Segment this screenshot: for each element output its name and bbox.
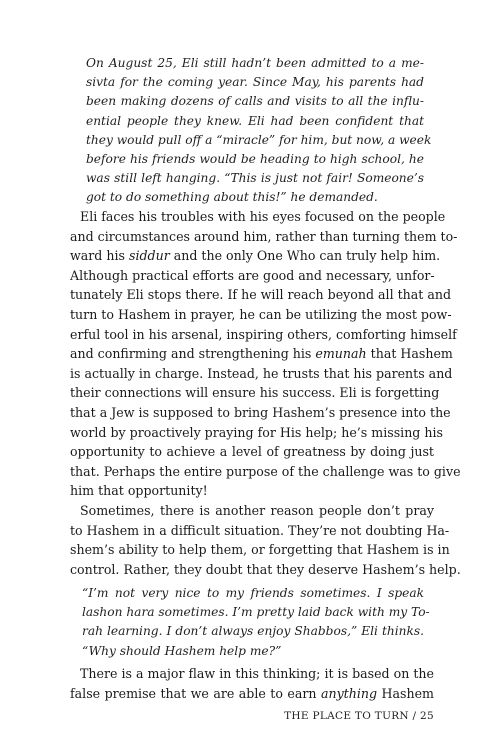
quote-line: lashon hara sometimes. I’m pretty laid back with my To-	[82, 605, 430, 620]
page-footer: THE PLACE TO TURN / 25	[284, 710, 434, 722]
text-line: that a Jew is supposed to bring Hashem’s presence into the	[70, 404, 451, 420]
text-line: world by proactively praying for His help; he’s missing his	[70, 424, 443, 440]
text-line: opportunity to achieve a level of greatness by doing just	[70, 444, 434, 460]
quote-line: got to do something about this!” he demanded.	[86, 190, 378, 205]
quote-line: ential people they knew. Eli had been confident that	[86, 113, 424, 128]
text-line: and circumstances around him, rather than turning them to-	[70, 228, 458, 244]
text-line: control. Rather, they doubt that they deserve Hashem’s help.	[70, 561, 461, 577]
text-line: and confirming and strengthening his emunah that Hashem	[70, 346, 453, 362]
quote-line: been making dozens of calls and visits to all the influ-	[86, 94, 424, 109]
quote-line: “I’m not very nice to my friends sometimes. I speak	[82, 586, 424, 600]
quote-line: rah learning. I don’t always enjoy Shabbos,” Eli thinks.	[82, 624, 424, 639]
quote-line: On August 25, Eli still hadn’t been admitted to a me-	[86, 56, 424, 70]
text-line: Sometimes, there is another reason people don’t pray	[80, 503, 434, 518]
quote-line: sivta for the coming year. Since May, his parents had	[86, 75, 424, 90]
quote-line: was still left hanging. “This is just not fair! Someone’s	[86, 171, 424, 186]
text-line: to Hashem in a difficult situation. They’re not doubting Ha-	[70, 522, 450, 538]
quote-line: “Why should Hashem help me?”	[82, 643, 282, 658]
text-line: that. Perhaps the entire purpose of the challenge was to give	[70, 463, 461, 479]
eli-thoughts-quote	[82, 584, 430, 661]
text-line: There is a major flaw in this thinking; it is based on the	[80, 666, 434, 681]
text-line: erful tool in his arsenal, inspiring others, comforting himself	[70, 326, 457, 342]
text-line: their connections will ensure his success. Eli is forgetting	[70, 385, 440, 401]
paragraph-2	[70, 501, 461, 579]
text-line: Although practical efforts are good and necessary, unfor-	[70, 267, 435, 283]
text-line: false premise that we are able to earn anything Hashem	[70, 685, 434, 701]
quote-line: before his friends would be heading to high school, he	[86, 152, 424, 167]
text-line: him that opportunity!	[70, 483, 208, 499]
text-line: Eli faces his troubles with his eyes focused on the people	[80, 209, 446, 224]
text-line: turn to Hashem in prayer, he can be utilizing the most pow-	[70, 306, 452, 322]
paragraph-3	[70, 664, 434, 704]
quote-line: they would pull off a “miracle” for him, but now, a week	[86, 132, 432, 147]
text-line: shem’s ability to help them, or forgetting that Hashem is in	[70, 542, 450, 558]
text-line: is actually in charge. Instead, he trusts that his parents and	[70, 365, 453, 381]
text-line: tunately Eli stops there. If he will reach beyond all that and	[70, 287, 452, 303]
paragraph-1	[70, 207, 461, 501]
text-line: ward his siddur and the only One Who can truly help him.	[70, 248, 441, 264]
opening-quote	[86, 54, 432, 208]
